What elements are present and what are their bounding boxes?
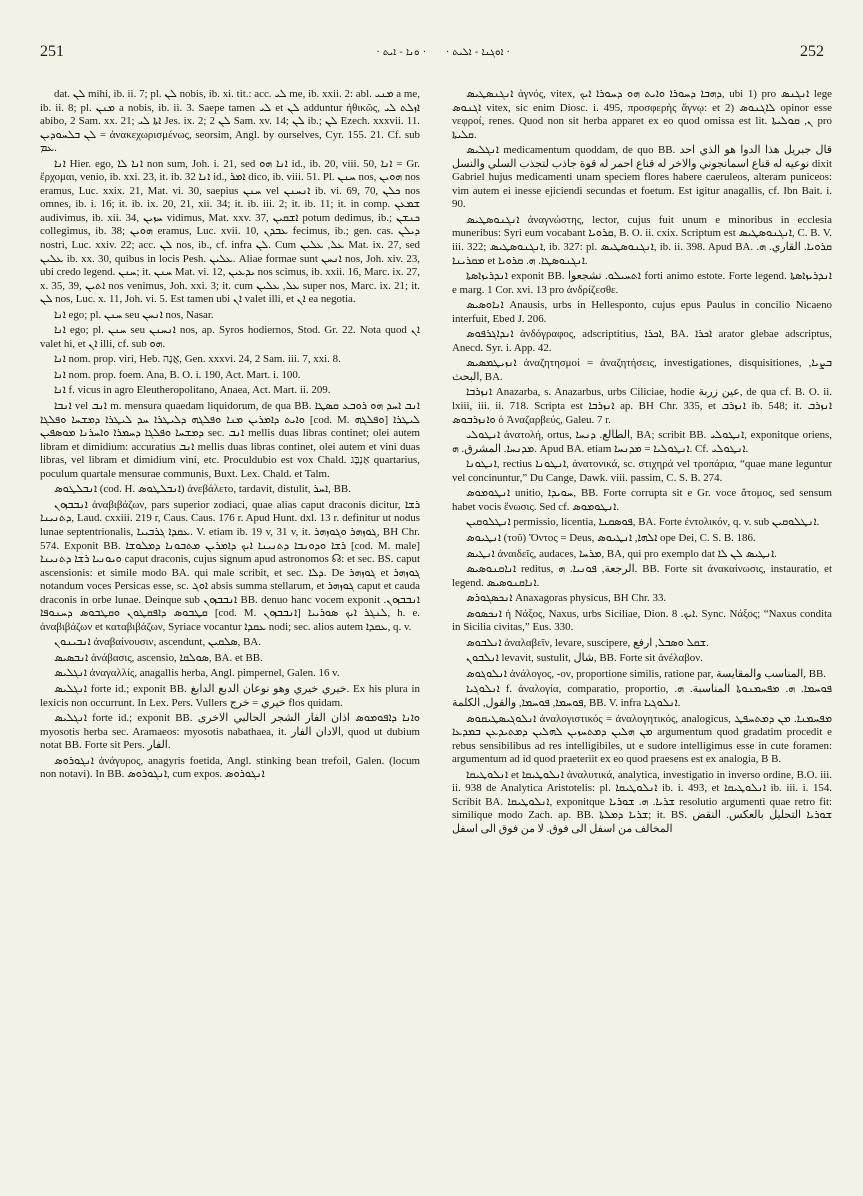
dictionary-entry: ܐܢܐܘܣܝܣ Anausis, urbs in Hellesponto, cujus epus Paulus in concilio Nicaeno interfuit, Ebed J. 206. bbox=[452, 299, 832, 325]
dictionary-entry: ܐܢܠܒܘܢ levavit, sustulit, شال, BB. Forte sit ἀνέλαβον. bbox=[466, 652, 703, 665]
dictionary-entry: ܐܢܒܠܛܘܣ (cod. H. ܐܢܒܠܛܘܣ) ἀνεβάλετο, tardavit, distulit, ܐܚܪ, BB. bbox=[54, 483, 351, 496]
dictionary-entry: ܐܢܓܢܘܣܛܝܣ ἀναγνώστης, lector, cujus fuit unum e minoribus in ecclesia muneribus: Syri eum vocabant ܩܪܘܝܐ, B. O. ii. cxix. Scriptum est ܐܢܓܢܘܣܛܝܣ, C. B. V. iii. 322; ܐܢܓܢܘܣܛܝܣ, ib. 327: pl. ܐܢܓܢܘܣܛܝܣ, ib. ii. 398. Apud BA. ܩܪܘܝܐ. القاري. ܗ. ܡܩܪܝܢܐ et ܐܢܓܢܘܣܛܐ. ܗ. ܩܪܘܝܐ. bbox=[452, 213, 832, 267]
left-column bbox=[40, 88, 420, 1168]
dictionary-entry: ܐܢܐ ego; pl. ܚܢܢ seu ܐܢܚܢ nos, Nasar. bbox=[54, 308, 214, 321]
dictionary-entry: ܐܢܓܠܝܣ ἀναγαλλίς, anagallis herba, Angl. pimpernel, Galen. 16 v. bbox=[54, 667, 340, 680]
dictionary-entry: ܐܢܙܝܛܡܣܝܣ ἀναζητησμοί = ἀναζητήσεις, investigationes, disquisitiones, ܒܨܝܐ, البحث, BA. bbox=[452, 357, 832, 383]
right-running-title: · ܐܘܓܢܐ - ܐܠܝܬ · bbox=[446, 46, 510, 58]
dictionary-entry: ܐܢܕܐܓܪܦܘܣ ἀνδόγραφος, adscriptitius, ܐܟܪܐ, BA. ܐܟܪܐ arator glebae adscriptus, Anecd. Syr. i. App. 42. bbox=[452, 328, 832, 354]
left-page-number: 251 bbox=[40, 43, 64, 60]
dictionary-entry: ܐܢܓܠܝܣ medicamentum quoddam, de quo BB. قال جبريل هذا الدوا هو الذي احد نوعيه له قناع اسمانجوني والاخر له قناع احمر له قوة جاذب لتجذب السلي والنسل dixit Gabriel hujus medicamenti unam speciem flores habere caeruleos, alteram puniceos: vim autem ei inesse ejiciendi secundas et foetum. Est igitur anagallis, cf. Ibn Bait. i. 90. bbox=[452, 144, 832, 211]
right-page-number: 252 bbox=[800, 43, 824, 60]
dictionary-entry: ܐܢܒܒܙܘܢ ἀναβιβάζων, pars superior zodiaci, quae alias caput draconis dicitur, ܪܫܐ ܕܬܢܝܢܐ, Laud. cxxiii. 219 r, Caus. Caus. 176 r. Apud Hunt. dxl. 13 r. definitur ut nodus lunae septentrionalis, ܥܩܕܐ ܓܪܒܝܝܐ. V. etiam ib. 19 v, 31 v, it. ܓܘܙܗܪ ܘܓܘܙܗܪ, BH Chr. 574. Exponit BB. ܪܫܐ ܘܕܘܢܒܐ ܕܬܢܝܢܐ ܐܝܟ ܕܐܡܪܝܢ ܡܬܒܘܢܐ ܕܡܠܘܫܐ [cod. M. male] ܘܝܘܢܝܐ ܪܫܐ ܕܬܢܝܢܐ caput draconis, cujus signum apud astronomos ☊: et sec. BS. caput ascensionis: et simile modo BA. qui male scribit, et sec. ܕܠܐ. De ܓܘܙܗܪ et ܓܘܙܗܪ notandum voces Persicas esse, sc. ܐܘܓ absis summa stellarum, et ܓܘܙܗܪ caput et cauda draconis in orbe lunae. Deinque sub ܐܢܒܒܙܘܢ BB. denuo hanc vocem exponit ܐܢܒܒܙܘܢ. ܩܛܒܘܣ ܕܐܦܩܛܘܢ ܘܩܛܒܘܣ ܕܚܢܘܦܐ [cod. M. ܐܢܒܒܙܘܢ] ܠܢܓܪ ܐܝܟ ܣܘܪܝܝܐ, h. e. ἀναβιβάζων et καταβιβάζων, Syriace vocantur ܥܩܕܐ nodi; sec. alios autem ܥܩܕܐ, q. v. bbox=[40, 498, 420, 633]
dictionary-entry: ܐܢܐ ego; pl. ܚܢܢ seu ܐܢܚܢܢ nos, ap. Syros hodiernos, Stod. Gr. 22. Nota quod ܐܢ valet hi, et ܐܢ illi, cf. sub ܗܘ. bbox=[40, 324, 420, 350]
dictionary-entry: ܐܢܟܣܘܣ ἡ Νάξος, Naxus, urbs Siciliae, Dion. ܐܝܟ. 8. Sync. Νάξος; “Naxus condita in Sicilia civitas,” Eus. 330. bbox=[452, 607, 832, 634]
left-running-title: · ܘܢܐ - ܐܝܬ · bbox=[376, 46, 426, 58]
dictionary-entry: ܐܢܠܒܘܣ ἀναλαβεῖν, levare, suscipere, ܫܩܠ ܘܣܒܠ, ارفع. bbox=[466, 636, 709, 649]
dictionary-entry: ܐܢܛܝܣ ἀναιδεῖς, audaces, ܡܪܚܐ, BA, qui pro exemplo dat ܐܢܛܝܣ ܠܢ ܠܐ. bbox=[466, 547, 777, 560]
dictionary-entry: ܐܢܠܘܛܝܩܐ et ܐܢܠܘܛܝܩܐ ἀναλυτικά, analytica, investigatio in inverso ordine, B.O. iii. ii. 938 de Analytica Aristotelis: pl. ܐܢܠܘܛܝܩܐ ib. i. 493, et ܐܢܠܘܛܝܩܐ ib. iii. i. 154. Scribit BA. ܐܢܠܘܛܝܩܐ, exponitque ܫܪܝܐ. ܗ. ܫܘܪܝܐ resolutio argumenti quae retro fit: similique modo Zach. ap. BB. ܫܪܝܐ ܕܡܠܬܐ; it. BS. ܫܘܪܝܐ التحليل بالعكس. النقض المخالف من اسفل الى فوق. لا من فوق الى اسفل bbox=[452, 768, 832, 835]
dictionary-entry: ܐܢܒܝܢܘܢ ἀναβαίνουσιν, ascendunt, ܣܠܩܝܢ, BA. bbox=[54, 636, 261, 649]
dictionary-entry: ܐܢܛܘܡܘܣ unitio, ܚܘܝܕܐ, BB. Forte corrupta sit e Gr. voce ἄτομος, sed sensum habet vocis ἕνωσις. Sed cf. ܐܢܛܘܡܘܣ. bbox=[452, 487, 832, 513]
dictionary-entry: ܐܢܓܠܝܣ forte id.; exponit BB. ܘܐܢܐ ܕܐܦܘܡܘܣ اذان الفار الشجر الحالبي الاخرى myosotis herba sec. Aramaeos: myosotis nabathaea, it. الادان الفار, quod ut dubium notat BB. Forte sit Pers. الفار. bbox=[40, 712, 420, 752]
right-page-header bbox=[446, 38, 824, 66]
dictionary-entry: ܐܢܐ Hier. ego, ܐܢܐ ܠܐ non sum, Joh. i. 21, sed ܐܢܐ ܗܘ id., ib. 20, viii. 50, ܐܢܐ = Gr. ἔρχομαι, venio, ib. xxi. 23, it. ib. 32 ܐܢܐ id., ܐܡܪ dico, ib. viii. 51. Pl. ܚܢܢ nos, ܗܘܝܢ nos eramus, Luc. xxix. 21, Mat. vi. 30, saepius ܚܢܢ vel ܐܢܚܢܢ ib. vi. 69, 70, ܟܠܢ nos omnes, ib. i. 16; it. ib. ix. 20, 21, xii. 34; it. ib. iii. 2; it. ib. 11; it. in comp. ܫܡܥܢ audivimus, ib. xii. 34, ܚܙܝܢ vidimus, Mat. xxv. 37, ܐܫܩܝܢ potum dedimus, ib.; ܟܢܫܢ collegimus, ib. 38; ܗܘܝܢ eramus, Luc. xvii. 10, ܥܒܕܢ fecimus, ib.; gen. cas. ܕܝܠܢ nostri, Luc. xxiv. 22; acc. ܠܢ nos, ib., cf. infra ܠܢ. Cum ܥܠ, ܥܠܝܢ Mat. ix. 27, sed ܥܠܝܢ ib. xx. 30, quibus in locis Pesh. ܥܠܝܢ. Aliae formae sunt ܐܢܚܢ nos, Joh. xiv. 23, ubi credo legend. ܚܢܢ; it. ܚܢܢ Mat. vi. 12, ܝܕܥܝܢ nos scimus, ib. xxii. 16, Marc. ix. 27, x. 35, 39, ܐܬܝܢ nos venimus, Joh. xxi. 3; it. cum ܥܠ, ܥܠܝܢ super nos, Marc. ix. 21; it. ܠܢ nos, Luc. x. 11, Joh. vi. 5. Est tamen ubi ܐܢ valet illi, et ܐܢ ea negotia. bbox=[40, 157, 420, 306]
dictionary-entry: ܐܢܠܘܓܘܣ ἀνάλογος, -ον, proportione similis, ratione par, المناسب والمقايسة, BB. bbox=[466, 667, 826, 680]
dictionary-entry: ܐܢܐ nom. prop. foem. Ana, B. O. i. 190, Act. Mart. i. 100. bbox=[54, 368, 301, 381]
dictionary-entry: ܐܢܐ nom. prop. viri, Heb. אֲנָה, Gen. xxxvi. 24, 2 Sam. iii. 7, xxi. 8. bbox=[54, 353, 341, 366]
dictionary-entry: ܐܢܙܪܒܐ Anazarba, s. Anazarbus, urbs Ciliciae, hodie عين زربة, de qua cf. B. O. ii. lxiii, iii. ii. 718. Scripta est ܐܢܙܪܒܐ ap. BH Chr. 335, et ܐܢܙܪܒ ib. 548; it. ܐܢܙܪܒ ܘܐܢܙܪܒܘܣ ὁ Ἀναζαρβεύς, Galeu. 7 r. bbox=[452, 386, 832, 426]
dictionary-entry: ܐܢܓܢܣܛܝܣ ἀγνός, vitex, ܕܗܒܐ ܕܚܘܪܐ ܘܐܝܬ ܗܘ ܕܚܘܪܐ ܐܝܟ, ubi 1) pro ܐܢܓܢܣ lege ܐܓܢܘܣ vitex, sic enim Diosc. i. 495, προσφερὴς ἄγνῳ: et 2) ܠܐܓܢܘܣ opinor esse νεφροί, renes. Quod non sit herba apparet ex eo quod omissa est lit. ܢ, ܩܘܠܝܬܐ pro ܩܠܝܬܐ. bbox=[452, 88, 832, 141]
dictionary-entry: ܐܢܕܪܝܙܐܣܬܐ exponit BB. ܐܬܚܝܠܘ. تشجعوا forti animo estote. Forte legend. ܐܢܕܪܝܙܐܣܬܐ e marg. 1 Cor. xvi. 13 pro ἀνδρίζεσθε. bbox=[452, 270, 832, 296]
dictionary-entry: dat. ܠܢ mihi, ib. ii. 7; pl. ܠܢ nobis, ib. xi. tit.: acc. ܠܝ me, ib. xxii. 2: abl. ܡܢܝ a me, ib. ii. 8; pl. ܡܢܢ a nobis, ib. ii. 3. Saepe tamen ܠܝ et ܠܢ adduntur ἠθικῶς, ܐܙܠܬ ܠܝ abibo, 2 Sam. xx. 21; ܐܬܐ ܠܝ Jes. ix. 2; ܠܢ 2 Sam. xv. 14; ܠܢ ib.; ܠܢ Ezech. xxxvii. 11. ܠܢ ܒܠܚܘܕܝܢ = ἀνακεχωρισμένως, seorsim, Angl. by ourselves, Cyr. 155. 21. Cf. sub ܥܡ. bbox=[40, 88, 420, 155]
right-column bbox=[452, 88, 832, 1168]
dictionary-entry: ܐܢܓܠܝܣ forte id.; exponit BB. خيري خيري وهو نوعان الدبع الدابغ. Ex his plura in lexicis non occurrunt. In Lex. Pers. Vullers خيري = خرج flos quidam. bbox=[40, 682, 420, 709]
dictionary-entry: ܐܢܟܣܓܘܪܣ Anaxagoras physicus, BH Chr. 33. bbox=[466, 592, 667, 605]
dictionary-entry: ܐܢܠܘܓܝܐ f. ἀναλογία, comparatio, proportio, ܦܘܚܡܐ. ܗ. ܡܦܚܡܢܘܬܐ المناسبة. ܗ. ܦܘܚܡܐ, ܦܘܚܡܐ, والقول, الكلمة, BB. V. infra ܐܢܠܘܓܝܐ. bbox=[452, 683, 832, 709]
dictionary-entry: ܐܢܓܘܪܘܣ ἀνάγυρος, anagyris foetida, Angl. stinking bean trefoil, Galen. (locum non notavi). In BB. ܐܢܓܘܪܘܣ, cum expos. ܐܢܓܘܪܘܣ bbox=[40, 754, 420, 781]
dictionary-entry: ܐܢܛܘܢܐ, rectius ܐܢܛܘܢܐ, ἀνατονικά, sc. στιχηρά vel τροπάρια, “quae mane leguntur vel concinuntur,” Du Cange, Dawk. viii. passim, C. S. B. 274. bbox=[452, 458, 832, 484]
dictionary-entry: ܐܢܐ f. vicus in agro Eleutheropolitano, Anaea, Act. Mart. ii. 209. bbox=[54, 384, 331, 397]
dictionary-entry: ܐܢܐܩܢܘܣܝܣ reditus, الرجعة, ܦܘܢܝܐ. ܗ. BB. Forte sit ἀνακαίνωσις, instauratio, et legend. ܐܢܐܩܢܘܣܝܣ. bbox=[452, 563, 832, 589]
dictionary-entry: ܐܢܛܘܠܝ ἀνατολή, ortus, الطالع. ܕܢܚܐ, BA; scribit BB. ܐܢܛܘܠܝ, exponitque oriens, ܡܕܢܚܐ. المشرق. ܗ. Apud BA. etiam ܐܢܛܘܠܝܐ = ܡܕܢܚܐ. Cf. ܐܢܛܘܠܝ. bbox=[452, 429, 832, 455]
dictionary-entry: ܐܢܒܐ vel ܐܢܒ m. mensura quaedam liquidorum, de qua BB. ܐܢܒ ܐܚܕ ܗܘ ܪܘܒܥ ܩܣܛܐ ܘܐܝܬ ܕܐܡܪܝܢ ܡܢܐ ܘܦܠܓܗ ܕܠܝܛܪܐ ܚܕ ܠܝܛܪܐ ܕܡܫܚܐ ܘܦܠܓܐ [cod. M. ܘܦܠܓܗ] ܠܝܛܪܐ ܕܡܫܚܐ ܘܦܠܓܐ ܕܚܡܪܐ ܘܐܚܪܢܐ ܡܘܣܦܝܢ sec. ܐܢܒ mellis duas libras continet; olei autem libram et dimidium: accuratius ܐܢܒ mellis duas libras continet, olei autem et vini duas libras, vel libram et dimidium vini, etc. Proculdubio est vox Chald. אַנְבָּג quartarius, poculum quartale mensurae communis, Buxt. Lex. Chald. et Talm. bbox=[40, 400, 420, 480]
dictionary-entry: ܐܢܛܝܘܣ (τοῦ) Ὄντος = Deus, ܐܠܗܐ, ܐܢܛܝܘܣ ope Dei, C. S. B. 186. bbox=[466, 531, 756, 544]
dictionary-entry: ܐܢܛܠܘܩܝܢ permissio, licentia, ܦܘܣܩܢܐ, BA. Forte ἐντολικόν, q. v. sub ܐܢܛܠܘܩܝܢ. bbox=[466, 516, 820, 529]
dictionary-entry: ܐܢܠܘܓܝܣܛܝܩܘܣ ἀναλογιστικός = ἀναλογητικός, analogicus, ܡܦܚܡܢܐ. ܡܢ ܕܡܬܚܦܛ ܡܢ ܗܠܝܢ ܕܡܬܚܙܝܢ ܠܗܠܝܢ ܕܡܬܝܕܥܢ ܒܡܕܥܐ argumentum quod gradatim procedit e rebus sensibilibus ad res intelligibiles, ut e sudore intelligimus esse in cute foramen: argumentum ad id quod praeteriit ex eo quod praesens est ex analogia, B B. bbox=[452, 712, 832, 766]
left-page-header bbox=[40, 38, 426, 66]
dictionary-entry: ܐܢܒܣܝܣ ἀνάβασις, ascensio, ܣܘܠܩܐ, BA. et BB. bbox=[54, 651, 263, 664]
